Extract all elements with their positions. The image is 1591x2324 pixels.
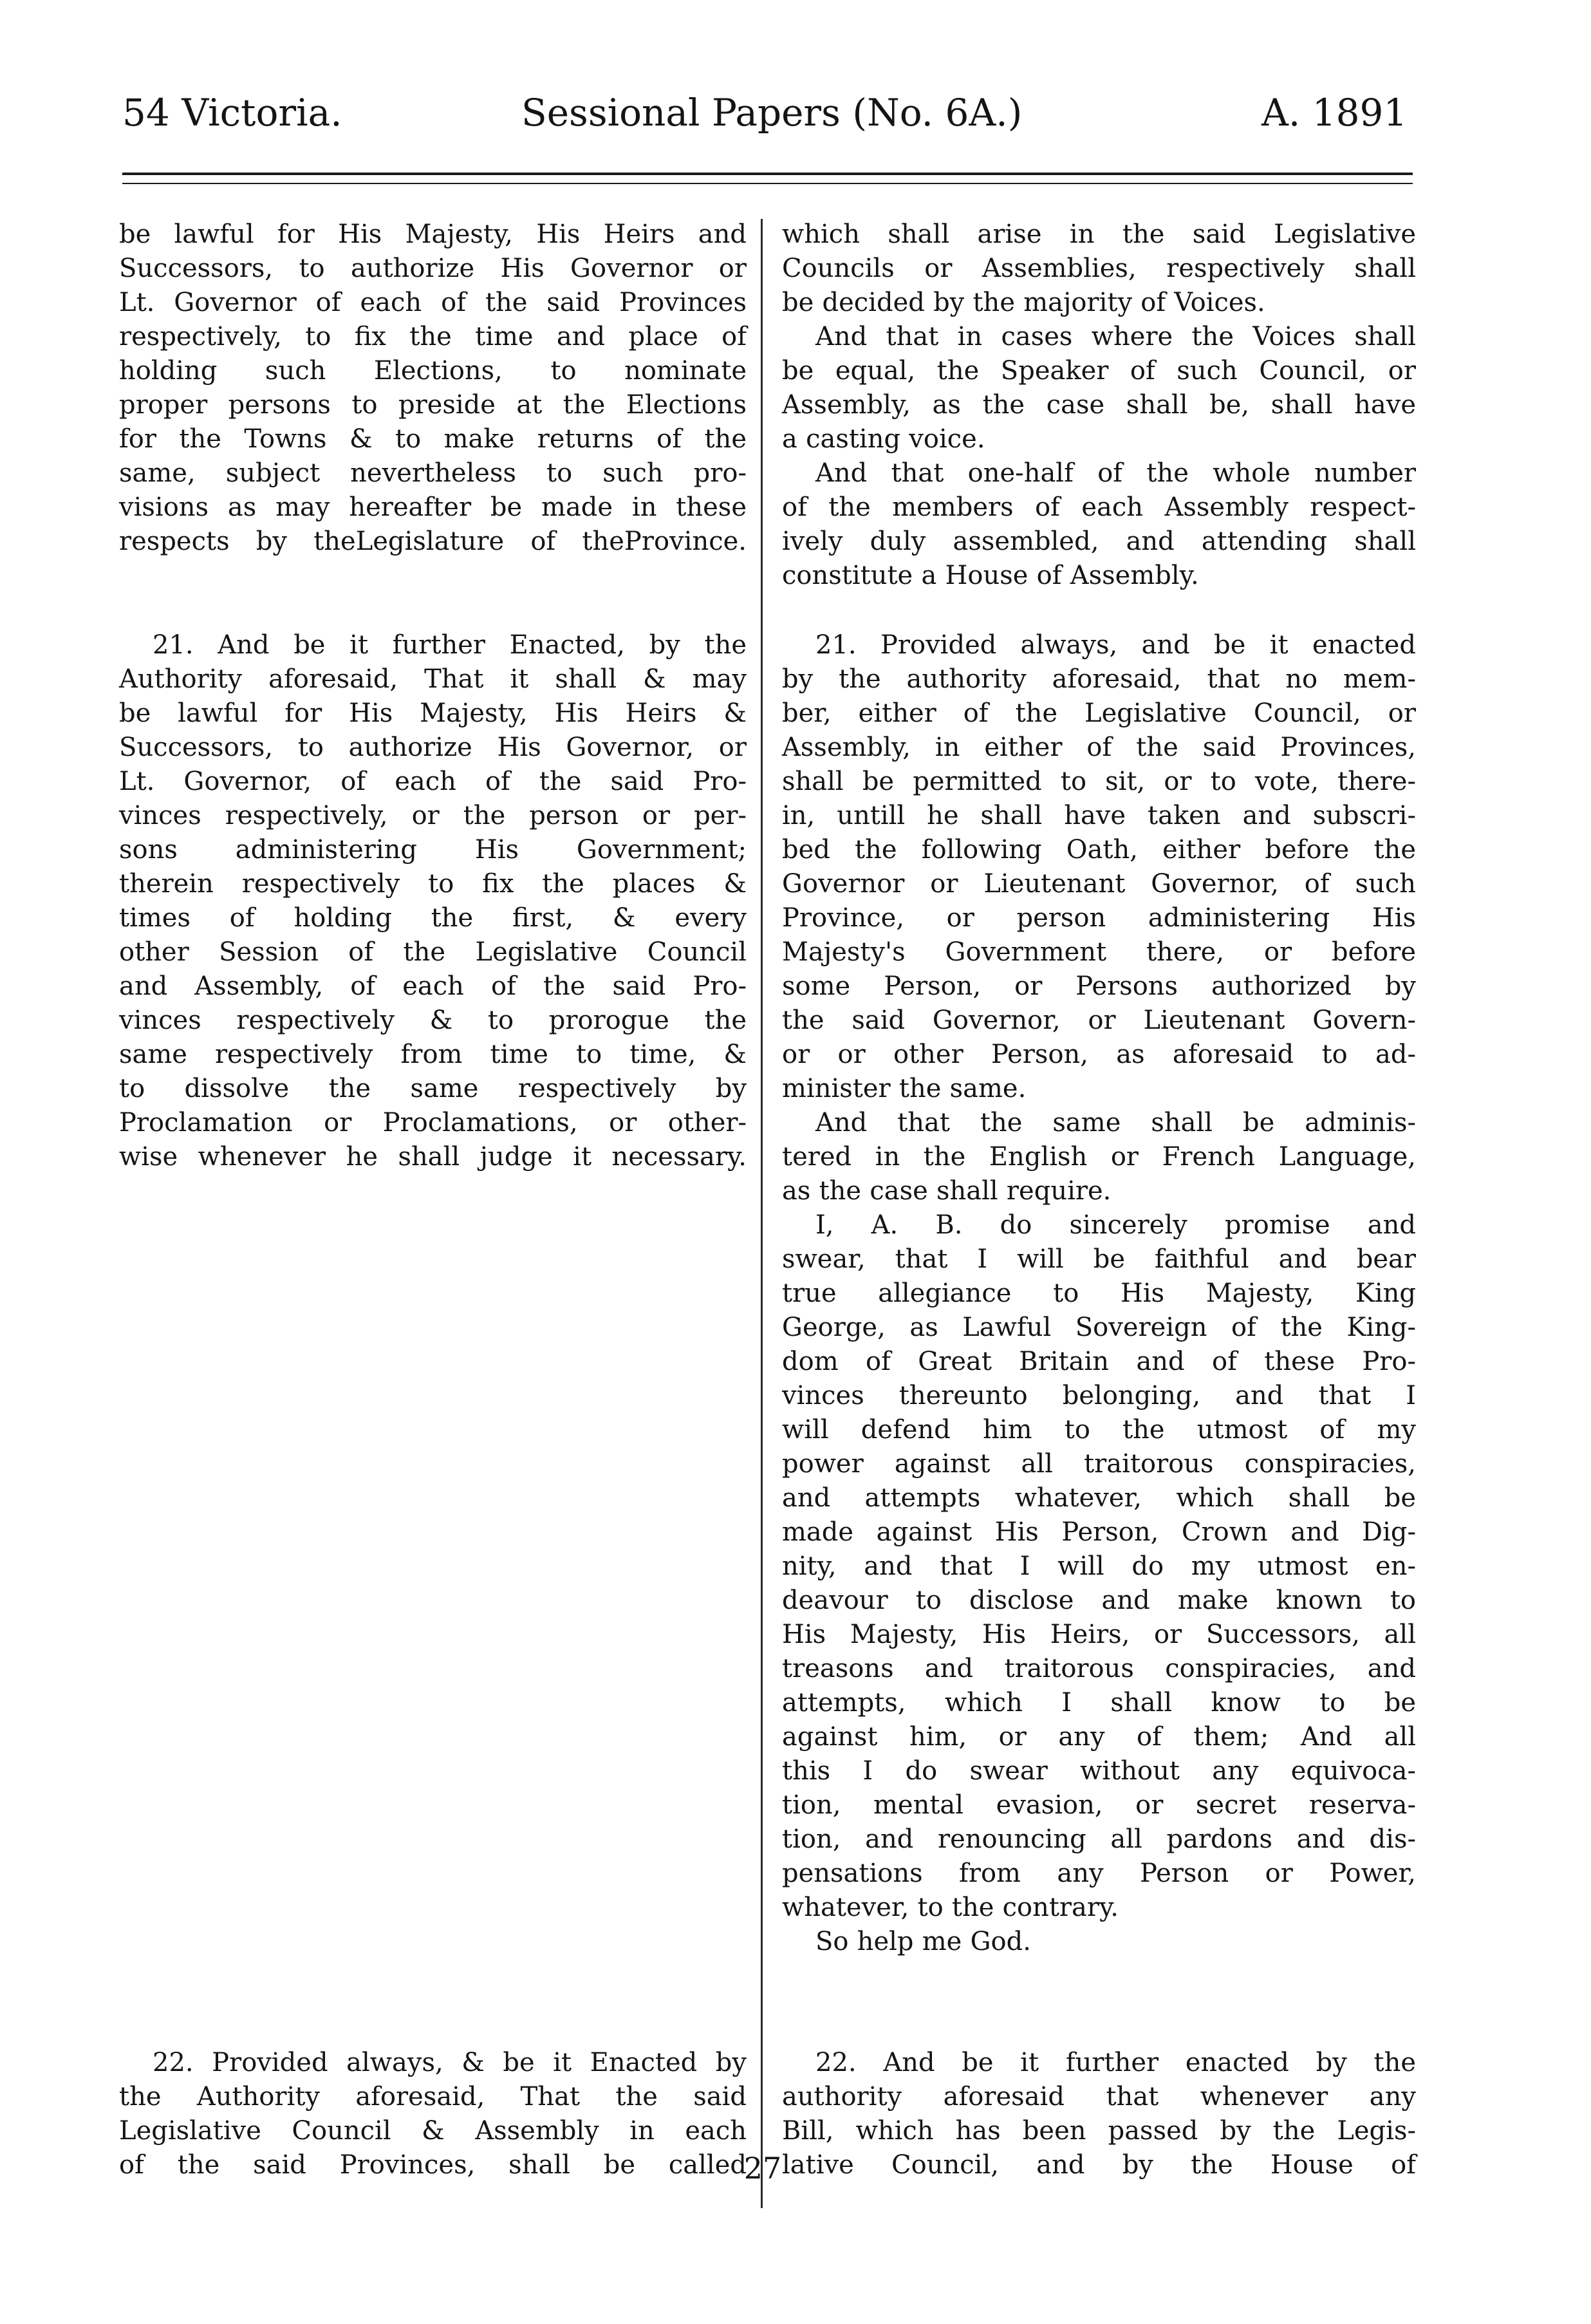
text-line: Lt. Governor of each of the said Provinces bbox=[119, 288, 747, 317]
text-line: which shall arise in the said Legislative bbox=[782, 220, 1416, 249]
text-line: His Majesty, His Heirs, or Successors, all bbox=[782, 1620, 1416, 1649]
text-line: Province, or person administering His bbox=[782, 903, 1416, 933]
text-line: true allegiance to His Majesty, King bbox=[782, 1279, 1416, 1308]
text-line: of the said Provinces, shall be called bbox=[119, 2150, 747, 2180]
text-line: respectively, to fix the time and place of bbox=[119, 322, 747, 351]
text-line: Majesty's Government there, or before bbox=[782, 937, 1416, 967]
text-line: power against all traitorous conspiracies, bbox=[782, 1449, 1416, 1479]
right-section-22 bbox=[782, 2046, 1416, 2182]
text-line: this I do swear without any equivoca- bbox=[782, 1756, 1416, 1786]
text-line: I, A. B. do sincerely promise and bbox=[815, 1210, 1416, 1240]
text-line: to dissolve the same respectively by bbox=[119, 1074, 747, 1103]
text-line: And that the same shall be adminis- bbox=[815, 1108, 1416, 1138]
text-line: respects by theLegislature of theProvince. bbox=[119, 527, 747, 556]
text-line: a casting voice. bbox=[782, 424, 985, 454]
text-line: minister the same. bbox=[782, 1074, 1027, 1103]
text-line: proper persons to preside at the Elections bbox=[119, 390, 747, 420]
text-line: the Authority aforesaid, That the said bbox=[119, 2082, 747, 2112]
text-line: constitute a House of Assembly. bbox=[782, 561, 1199, 590]
text-line: other Session of the Legislative Council bbox=[119, 937, 747, 967]
text-line: made against His Person, Crown and Dig- bbox=[782, 1517, 1416, 1547]
text-line: Authority aforesaid, That it shall & may bbox=[119, 664, 747, 694]
text-line: 21. Provided always, and be it enacted bbox=[815, 630, 1416, 660]
text-line: be lawful for His Majesty, His Heirs & bbox=[119, 698, 747, 728]
text-line: holding such Elections, to nominate bbox=[119, 356, 747, 386]
text-line: pensations from any Person or Power, bbox=[782, 1859, 1416, 1888]
text-line: be decided by the majority of Voices. bbox=[782, 288, 1265, 317]
text-line: times of holding the first, & every bbox=[119, 903, 747, 933]
text-line: swear, that I will be faithful and bear bbox=[782, 1244, 1416, 1274]
text-line: tion, and renouncing all pardons and dis- bbox=[782, 1824, 1416, 1854]
text-line: Assembly, as the case shall be, shall have bbox=[782, 390, 1416, 420]
text-line: Successors, to authorize His Governor, or bbox=[119, 733, 747, 762]
header-rule-thin bbox=[122, 183, 1413, 184]
text-line: sons administering His Government; bbox=[119, 835, 747, 865]
text-line: And that one-half of the whole number bbox=[815, 458, 1416, 488]
column-divider bbox=[761, 219, 763, 2208]
text-line: dom of Great Britain and of these Pro- bbox=[782, 1347, 1416, 1376]
text-line: 21. And be it further Enacted, by the bbox=[153, 630, 747, 660]
text-line: treasons and traitorous conspiracies, and bbox=[782, 1654, 1416, 1683]
text-line: and attempts whatever, which shall be bbox=[782, 1483, 1416, 1513]
text-line: deavour to disclose and make known to bbox=[782, 1586, 1416, 1615]
left-section-21 bbox=[119, 628, 747, 1174]
text-line: ber, either of the Legislative Council, or bbox=[782, 698, 1416, 728]
text-line: shall be permitted to sit, or to vote, there- bbox=[782, 767, 1416, 796]
left-paragraph-continuation bbox=[119, 218, 747, 559]
header-title: Sessional Papers (No. 6A.) bbox=[521, 91, 1023, 135]
text-line: for the Towns & to make returns of the bbox=[119, 424, 747, 454]
text-line: ively duly assembled, and attending shall bbox=[782, 527, 1416, 556]
text-line: vinces thereunto belonging, and that I bbox=[782, 1381, 1416, 1410]
text-line: 22. And be it further enacted by the bbox=[815, 2048, 1416, 2077]
text-line: So help me God. bbox=[815, 1927, 1031, 1956]
text-line: Legislative Council & Assembly in each bbox=[119, 2116, 747, 2146]
right-paragraph-continuation bbox=[782, 218, 1416, 593]
text-line: Bill, which has been passed by the Legis- bbox=[782, 2116, 1416, 2146]
text-line: nity, and that I will do my utmost en- bbox=[782, 1551, 1416, 1581]
text-line: Governor or Lieutenant Governor, of such bbox=[782, 869, 1416, 899]
text-line: 22. Provided always, & be it Enacted by bbox=[153, 2048, 747, 2077]
text-line: George, as Lawful Sovereign of the King- bbox=[782, 1313, 1416, 1342]
header-session: 54 Victoria. bbox=[122, 91, 342, 135]
text-line: same respectively from time to time, & bbox=[119, 1040, 747, 1069]
header-rule-thick bbox=[122, 173, 1413, 175]
text-line: Proclamation or Proclamations, or other- bbox=[119, 1108, 747, 1138]
page-number: 27 bbox=[743, 2151, 782, 2186]
text-line: some Person, or Persons authorized by bbox=[782, 971, 1416, 1001]
text-line: Councils or Assemblies, respectively shall bbox=[782, 254, 1416, 283]
text-line: And that in cases where the Voices shall bbox=[815, 322, 1416, 351]
text-line: of the members of each Assembly respect- bbox=[782, 492, 1416, 522]
text-line: same, subject nevertheless to such pro- bbox=[119, 458, 747, 488]
text-line: visions as may hereafter be made in these bbox=[119, 492, 747, 522]
left-section-22 bbox=[119, 2046, 747, 2182]
text-line: or or other Person, as aforesaid to ad- bbox=[782, 1040, 1416, 1069]
text-line: therein respectively to fix the places & bbox=[119, 869, 747, 899]
text-line: and Assembly, of each of the said Pro- bbox=[119, 971, 747, 1001]
text-line: wise whenever he shall judge it necessary. bbox=[119, 1142, 747, 1172]
text-line: in, untill he shall have taken and subscri- bbox=[782, 801, 1416, 830]
header-year: A. 1891 bbox=[1261, 91, 1408, 135]
text-line: be lawful for His Majesty, His Heirs and bbox=[119, 220, 747, 249]
text-line: Lt. Governor, of each of the said Pro- bbox=[119, 767, 747, 796]
text-line: against him, or any of them; And all bbox=[782, 1722, 1416, 1752]
text-line: vinces respectively, or the person or per- bbox=[119, 801, 747, 830]
text-line: by the authority aforesaid, that no mem- bbox=[782, 664, 1416, 694]
text-line: tion, mental evasion, or secret reserva- bbox=[782, 1790, 1416, 1820]
text-line: Successors, to authorize His Governor or bbox=[119, 254, 747, 283]
text-line: will defend him to the utmost of my bbox=[782, 1415, 1416, 1445]
text-line: Assembly, in either of the said Provinces, bbox=[782, 733, 1416, 762]
text-line: tered in the English or French Language, bbox=[782, 1142, 1416, 1172]
text-line: authority aforesaid that whenever any bbox=[782, 2082, 1416, 2112]
text-line: attempts, which I shall know to be bbox=[782, 1688, 1416, 1718]
right-section-21 bbox=[782, 628, 1416, 1959]
text-line: as the case shall require. bbox=[782, 1176, 1112, 1206]
text-line: bed the following Oath, either before the bbox=[782, 835, 1416, 865]
text-line: vinces respectively & to prorogue the bbox=[119, 1006, 747, 1035]
text-line: lative Council, and by the House of bbox=[782, 2150, 1416, 2180]
text-line: be equal, the Speaker of such Council, or bbox=[782, 356, 1416, 386]
text-line: whatever, to the contrary. bbox=[782, 1893, 1119, 1922]
text-line: the said Governor, or Lieutenant Govern- bbox=[782, 1006, 1416, 1035]
